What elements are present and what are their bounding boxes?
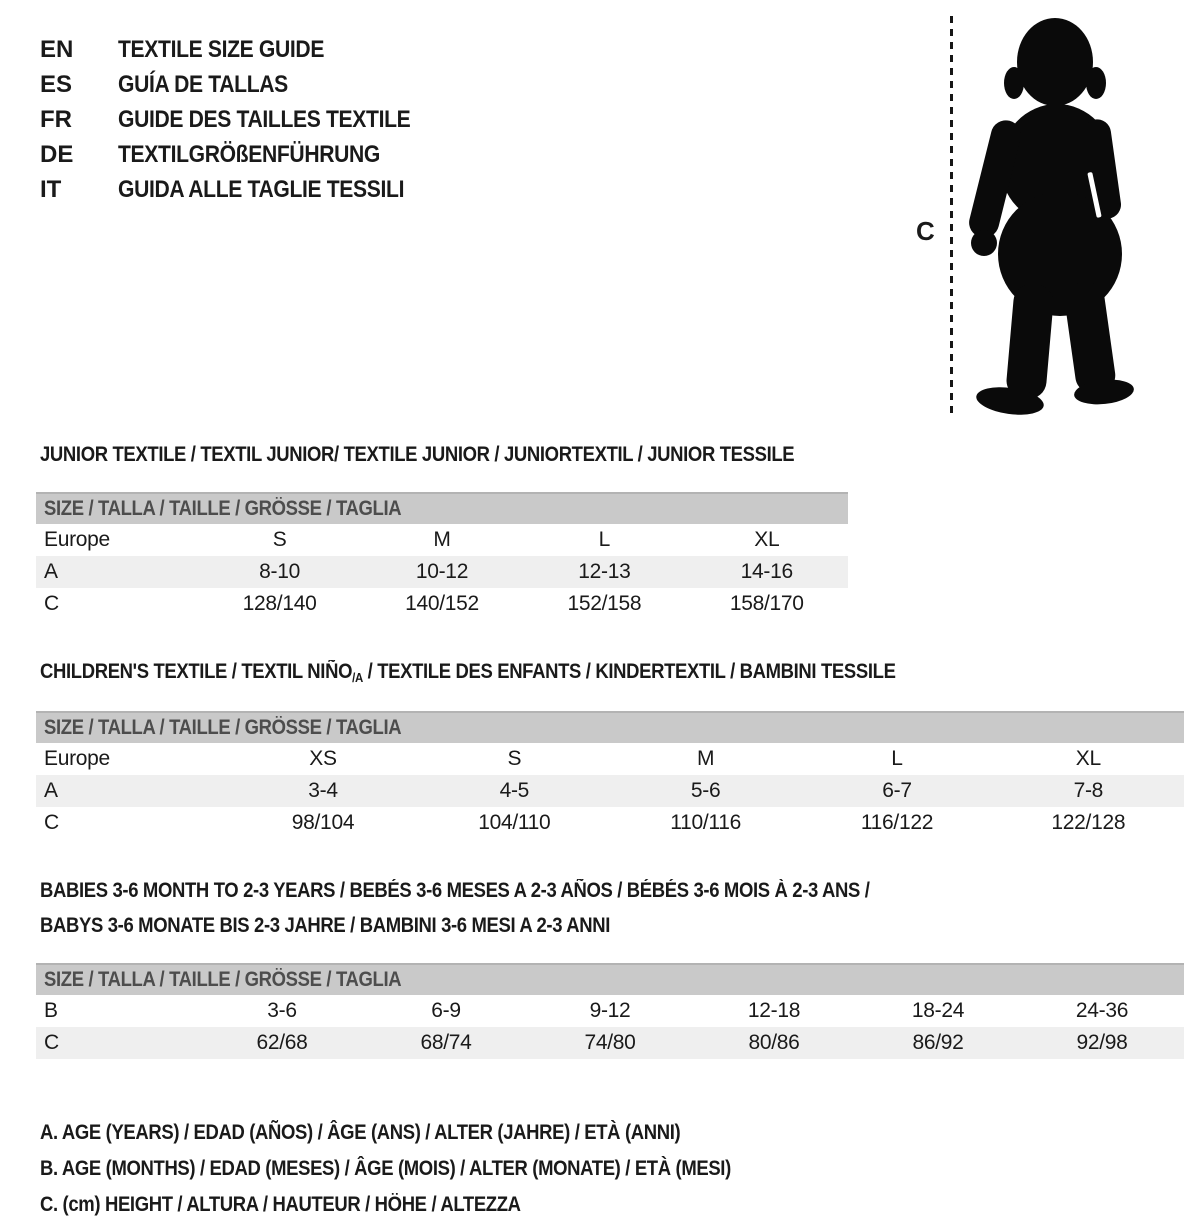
row-label: C — [36, 1027, 200, 1059]
row-label: C — [44, 592, 59, 615]
table-cell: S — [272, 528, 287, 551]
section-title-line: BABIES 3-6 MONTH TO 2-3 YEARS / BEBÉS 3-6 MESES A 2-3 AÑOS / BÉBÉS 3-6 MOIS À 2-3 ANS / — [40, 879, 870, 902]
table-row — [36, 995, 1184, 1027]
table-header-text: SIZE / TALLA / TAILLE / GRÖSSE / TAGLIA — [44, 497, 402, 520]
section-title-line: JUNIOR TEXTILE / TEXTIL JUNIOR/ TEXTILE JUNIOR / JUNIORTEXTIL / JUNIOR TESSILE — [40, 443, 795, 466]
table-row — [36, 588, 848, 620]
row-label: B — [44, 999, 58, 1022]
language-title: TEXTILGRÖßENFÜHRUNG — [118, 140, 381, 168]
table-cell: 3-6 — [267, 999, 297, 1022]
table-cell: 12-18 — [747, 999, 801, 1022]
table-cell: 104/110 — [478, 811, 551, 834]
table-cell: L — [891, 747, 903, 770]
table-cell: 122/128 — [1051, 811, 1126, 834]
language-code: ES — [40, 70, 73, 98]
table-cell: 110/116 — [670, 811, 741, 834]
table-cell: L — [598, 528, 611, 551]
toddler-silhouette-icon — [962, 14, 1146, 426]
size-table — [36, 711, 1184, 839]
legend-line — [40, 1151, 1200, 1187]
legend-text: C. (cm) HEIGHT / ALTURA / HAUTEUR / HÖHE / ALTEZZA — [40, 1193, 521, 1216]
table-cell: 24-36 — [1075, 999, 1129, 1022]
section-title — [40, 654, 1200, 691]
table-cell: 92/98 — [1020, 1027, 1184, 1059]
table-row — [36, 775, 1184, 807]
table-cell: 9-12 — [589, 999, 631, 1022]
table-cell: 3-4 — [227, 775, 418, 807]
language-title: GUÍA DE TALLAS — [118, 70, 288, 98]
table-header-text: SIZE / TALLA / TAILLE / GRÖSSE / TAGLIA — [44, 968, 402, 991]
table-cell: XL — [754, 528, 780, 551]
table-cell: S — [507, 747, 522, 770]
language-code: IT — [40, 175, 62, 203]
language-title: GUIDE DES TAILLES TEXTILE — [118, 105, 411, 133]
row-label: Europe — [44, 528, 110, 551]
table-header-row — [36, 964, 1184, 995]
table-row — [36, 1027, 1184, 1059]
table-cell: 62/68 — [200, 1027, 364, 1059]
table-header-row — [36, 712, 1184, 743]
legend-text: A. AGE (YEARS) / EDAD (AÑOS) / ÂGE (ANS) / ALTER (JAHRE) / ETÀ (ANNI) — [40, 1121, 681, 1144]
table-cell: 12-13 — [523, 556, 685, 588]
table-cell: 6-7 — [801, 775, 992, 807]
legend-line — [40, 1115, 1200, 1151]
language-code: FR — [40, 105, 72, 133]
size-table — [36, 492, 848, 620]
language-code: DE — [40, 140, 74, 168]
table-cell: 158/170 — [729, 592, 804, 615]
table-cell: 74/80 — [528, 1027, 692, 1059]
table-cell: 4-5 — [419, 775, 610, 807]
section-title-line: BABYS 3-6 MONATE BIS 2-3 JAHRE / BAMBINI 3-6 MESI A 2-3 ANNI — [40, 914, 610, 937]
table-row — [36, 524, 848, 556]
table-cell: 14-16 — [686, 556, 848, 588]
legend — [40, 1115, 1200, 1223]
table-cell: 10-12 — [361, 556, 523, 588]
size-sections — [40, 437, 1200, 1059]
section-title — [40, 437, 1200, 472]
legend-line — [40, 1187, 1200, 1223]
table-cell: 86/92 — [856, 1027, 1020, 1059]
table-cell: M — [433, 528, 451, 551]
section-title-line: CHILDREN'S TEXTILE / TEXTIL $NIÑO_{/A}$ / TEXTILE DES ENFANTS / KINDERTEXTIL / BAMBINI TESSILE — [40, 660, 896, 685]
table-cell: 80/86 — [692, 1027, 856, 1059]
section-title — [40, 873, 1200, 943]
row-label: A — [36, 775, 227, 807]
size-table — [36, 963, 1184, 1059]
size-section — [40, 437, 1200, 620]
table-cell: 128/140 — [242, 592, 317, 615]
baby-figure — [900, 0, 1200, 440]
table-cell: 152/158 — [567, 592, 642, 615]
table-cell: 18-24 — [911, 999, 965, 1022]
table-cell: 6-9 — [431, 999, 461, 1022]
row-label: Europe — [44, 747, 110, 770]
table-cell: 68/74 — [364, 1027, 528, 1059]
table-cell: XS — [309, 747, 337, 770]
table-header — [36, 493, 848, 524]
table-header — [36, 712, 1184, 743]
table-cell: 98/104 — [291, 811, 355, 834]
table-cell: 140/152 — [405, 592, 479, 615]
row-label: C — [44, 811, 59, 834]
table-cell: 7-8 — [993, 775, 1184, 807]
size-section — [40, 873, 1200, 1059]
language-code: EN — [40, 35, 74, 63]
row-label: A — [36, 556, 198, 588]
table-cell: M — [697, 747, 715, 770]
language-title: TEXTILE SIZE GUIDE — [118, 35, 325, 63]
table-cell: XL — [1075, 747, 1101, 770]
table-cell: 5-6 — [610, 775, 801, 807]
table-header-text: SIZE / TALLA / TAILLE / GRÖSSE / TAGLIA — [44, 716, 402, 739]
size-section — [40, 654, 1200, 839]
table-row — [36, 743, 1184, 775]
language-title: GUIDA ALLE TAGLIE TESSILI — [118, 175, 405, 203]
table-row — [36, 556, 848, 588]
table-header — [36, 964, 1184, 995]
height-measure-line — [950, 16, 953, 416]
table-header-row — [36, 493, 848, 524]
table-cell: 8-10 — [198, 556, 360, 588]
table-cell: 116/122 — [860, 811, 934, 834]
height-measure-label: C — [916, 216, 935, 246]
table-row — [36, 807, 1184, 839]
legend-text: B. AGE (MONTHS) / EDAD (MESES) / ÂGE (MOIS) / ALTER (MONATE) / ETÀ (MESI) — [40, 1157, 731, 1180]
